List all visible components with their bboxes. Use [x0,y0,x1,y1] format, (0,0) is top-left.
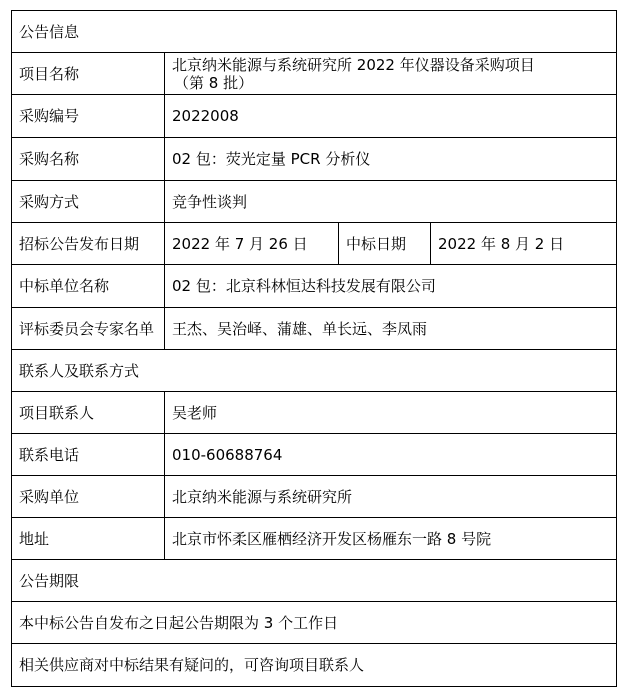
procurement-method-label: 采购方式 [12,181,165,223]
contact-phone-label: 联系电话 [12,434,165,476]
award-date-value: 2022 年 8 月 2 日 [431,223,617,265]
section-row-announcement-period [12,560,617,602]
committee-label: 评标委员会专家名单 [12,308,165,350]
tender-publish-date-label: 招标公告发布日期 [12,223,165,265]
procurement-name-label: 采购名称 [12,138,165,181]
procuring-unit-value: 北京纳米能源与系统研究所 [165,476,617,518]
row-procuring-unit [12,476,617,518]
section-title-announcement-period: 公告期限 [12,560,617,602]
address-value: 北京市怀柔区雁栖经济开发区杨雁东一路 8 号院 [165,518,617,560]
project-name-line1: 北京纳米能源与系统研究所 2022 年仪器设备采购项目 [172,55,535,74]
procurement-number-label: 采购编号 [12,95,165,138]
project-name-value [165,53,617,95]
section-row-announcement-info [12,11,617,53]
award-date-label: 中标日期 [339,223,431,265]
announcement-table [11,10,617,687]
procuring-unit-label: 采购单位 [12,476,165,518]
row-procurement-method [12,181,617,223]
project-contact-value: 吴老师 [165,392,617,434]
inquiry-text: 相关供应商对中标结果有疑问的，可咨询项目联系人 [12,644,617,687]
section-title-announcement-info: 公告信息 [12,11,617,53]
row-committee [12,308,617,350]
committee-value: 王杰、吴治峄、蒲雄、单长远、李凤雨 [165,308,617,350]
row-address [12,518,617,560]
winning-unit-value: 02 包：北京科林恒达科技发展有限公司 [165,265,617,308]
contact-phone-value: 010-60688764 [165,434,617,476]
period-text: 本中标公告自发布之日起公告期限为 3 个工作日 [12,602,617,644]
row-contact-phone [12,434,617,476]
procurement-method-value: 竞争性谈判 [165,181,617,223]
project-name-label: 项目名称 [12,53,165,95]
section-row-contact-info [12,350,617,392]
tender-publish-date-value: 2022 年 7 月 26 日 [165,223,339,265]
row-winning-unit [12,265,617,308]
row-project-contact [12,392,617,434]
row-procurement-name [12,138,617,181]
section-title-contact-info: 联系人及联系方式 [12,350,617,392]
row-period-text [12,602,617,644]
procurement-name-value: 02 包：荧光定量 PCR 分析仪 [165,138,617,181]
row-procurement-number [12,95,617,138]
row-inquiry-text [12,644,617,687]
address-label: 地址 [12,518,165,560]
row-project-name [12,53,617,95]
winning-unit-label: 中标单位名称 [12,265,165,308]
procurement-number-value: 2022008 [165,95,617,138]
project-name-line2: （第 8 批） [174,73,254,92]
row-dates [12,223,617,265]
project-contact-label: 项目联系人 [12,392,165,434]
